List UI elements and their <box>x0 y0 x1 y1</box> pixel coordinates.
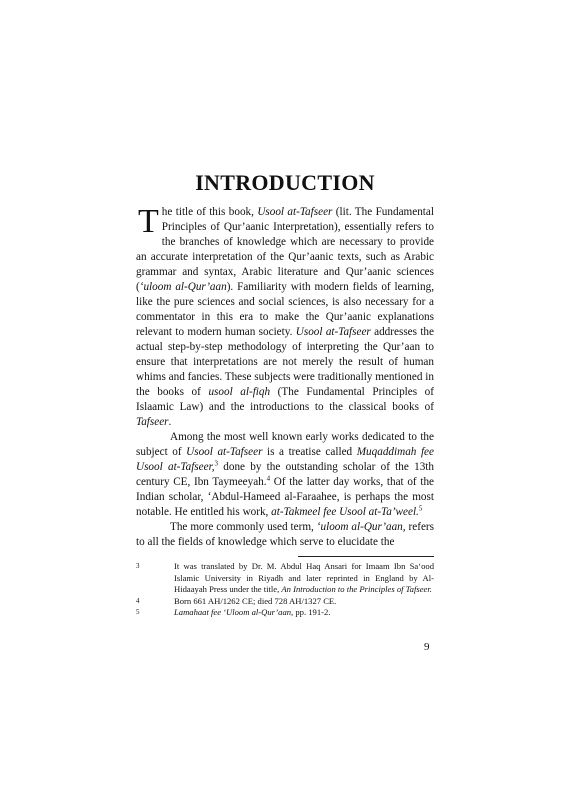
text-run: (lit. The Fundamental Principles of Qur’aanic Interpretation), essentially refers to the branches of knowledge which are necessary to provide an accurate interpretation of the Qur’aanic texts, such as Arabic grammar and syntax, Arabic literature and Qur’aanic sciences ( <box>136 206 434 293</box>
text-run: refers to all the fields of knowledge which serve to elucidate the <box>136 521 434 548</box>
italic-text: at-Takmeel fee Usool at-Ta’weel. <box>271 506 419 518</box>
text-run: pp. 191-2. <box>293 607 331 618</box>
italic-text: Muqaddimah fee Usool at-Tafseer, <box>136 446 434 473</box>
text-run: Born 661 AH/1262 CE; died 728 AH/1327 CE. <box>174 595 337 606</box>
paragraph-text <box>136 203 435 428</box>
paragraph-text <box>136 521 434 548</box>
italic-text: ‘uloom al-Qur’aan, <box>316 521 406 533</box>
text-run: ). Familiarity with modern fields of learning, like the pure sciences and social sciences, is also necessary for a commentator in this era to make the Qur’aanic explanations relevant to modern human society. <box>136 281 434 338</box>
italic-text: Tafseer <box>136 416 169 428</box>
footnote <box>136 596 434 608</box>
paragraph-3 <box>136 520 434 550</box>
italic-text: An Introduction to the Principles of Tafseer. <box>281 584 432 595</box>
text-run: Among the most well known early works dedicated to the subject of <box>136 431 434 458</box>
text-run: is a treatise called <box>262 446 357 458</box>
footnotes <box>136 561 434 619</box>
italic-text: usool al-fiqh <box>208 386 271 398</box>
italic-text: Usool at-Tafseer <box>186 446 263 458</box>
text-run: It was translated by Dr. M. Abdul Haq Ansari for Imaam Ibn Sa‘ood Islamic University in Riyadh and later reprinted in England by Al-Hidaayah Press under the title, <box>174 561 434 595</box>
italic-text: Lamahaat fee ‘Uloom al-Qur’aan, <box>174 607 294 618</box>
page-number: 9 <box>424 641 430 653</box>
footnote <box>136 561 434 596</box>
text-run: (The Fundamental Principles of Islaamic Law) and the introductions to the classical books of <box>136 386 435 413</box>
text-run: addresses the actual step-by-step methodology of interpreting the Qur’aan to ensure that interpretations are not merely the result of human whims and fancies. These subjects were traditionally mentioned in the books of <box>136 326 434 398</box>
text-run: he title of this book, <box>161 206 258 218</box>
text-run: The more commonly used term, <box>170 521 317 533</box>
footnote-number: 5 <box>136 608 140 617</box>
text-run: . <box>168 416 172 428</box>
italic-text: Usool at-Tafseer <box>257 206 333 218</box>
italic-text: ‘uloom al-Qur’aan <box>139 281 227 293</box>
footnote-text <box>174 596 434 608</box>
footnote-ref: 4 <box>266 474 271 483</box>
footnote-ref: 3 <box>214 459 218 468</box>
footnote-text <box>174 607 434 619</box>
footnote-rule <box>298 556 434 557</box>
footnote-ref: 5 <box>418 504 423 513</box>
paragraph-1 <box>136 205 434 430</box>
footnote-number: 3 <box>136 562 140 570</box>
footnote-text <box>174 561 434 596</box>
paragraph-text <box>136 431 434 518</box>
footnote <box>136 607 434 619</box>
text-run: done by the outstanding scholar of the 13th century CE, Ibn Taymeeyah. <box>136 461 434 488</box>
footnote-number: 4 <box>136 596 140 605</box>
body-text <box>136 205 434 550</box>
paragraph-2 <box>136 430 434 520</box>
chapter-heading: INTRODUCTION <box>195 170 375 195</box>
text-run: Of the latter day works, that of the Indian scholar, ‘Abdul-Hameed al-Faraahee, is perhaps the most notable. He entitled his work, <box>136 476 434 518</box>
italic-text: Usool at-Tafseer <box>295 326 371 338</box>
drop-cap: T <box>138 203 159 240</box>
